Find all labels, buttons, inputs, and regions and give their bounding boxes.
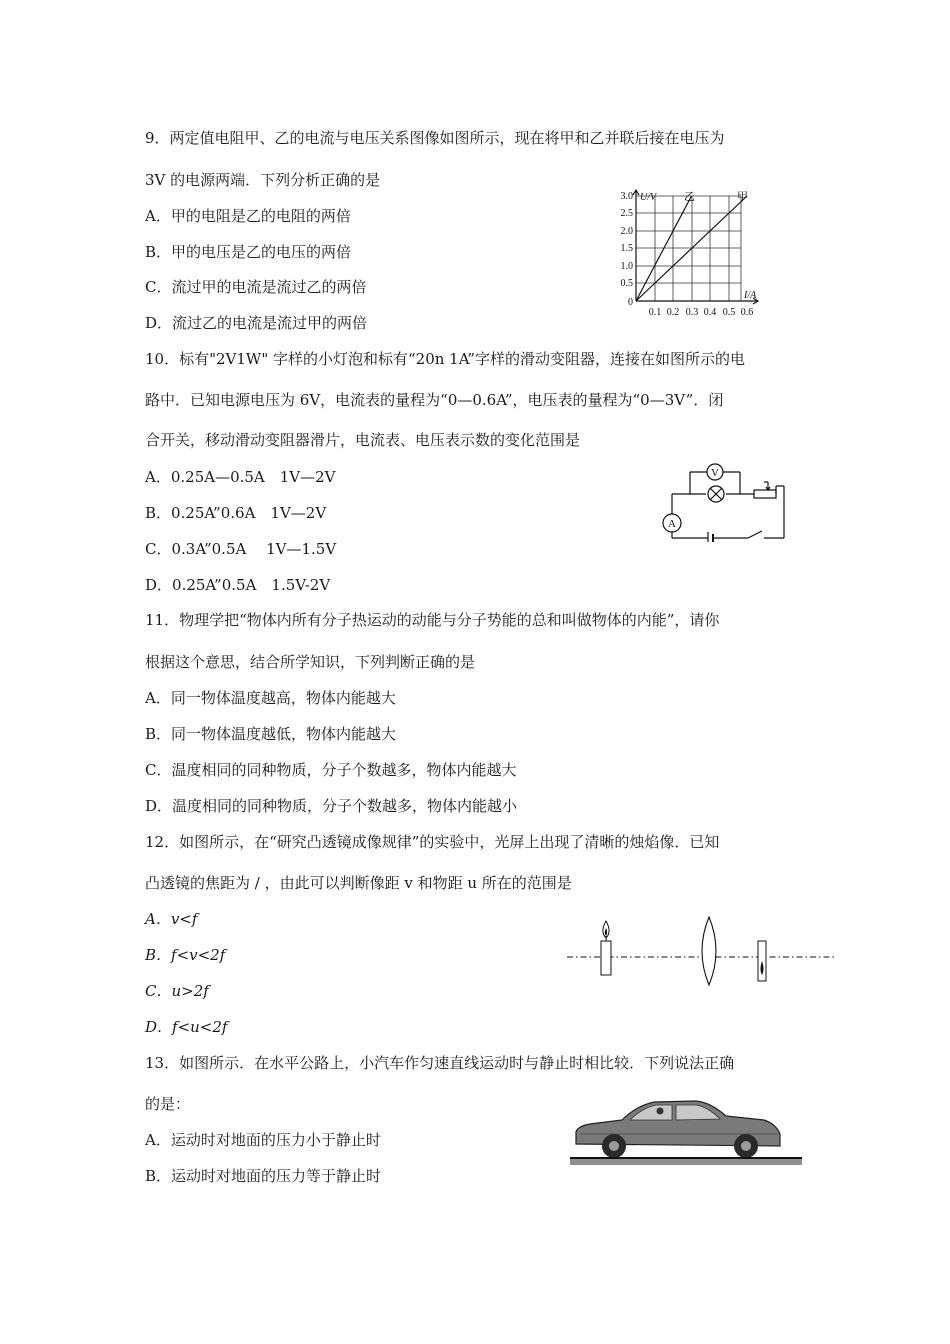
y-tick: 1.0 xyxy=(620,261,633,272)
y-tick: 3.0 xyxy=(620,191,633,202)
q11-option-a: A．同一物体温度越高，物体内能越大 xyxy=(145,689,396,707)
q12-stem-line1: 12．如图所示，在“研究凸透镜成像规律”的实验中，光屏上出现了清晰的烛焰像．已知 xyxy=(145,833,720,851)
ui-graph xyxy=(612,188,772,322)
ammeter-icon xyxy=(663,514,681,532)
q13-option-a: A．运动时对地面的压力小于静止时 xyxy=(145,1131,381,1149)
voltmeter-icon xyxy=(707,464,723,480)
x-axis-label: I/A xyxy=(744,290,757,301)
q11-option-d: D．温度相同的同种物质，分子个数越多，物体内能越小 xyxy=(145,797,518,815)
candle-icon xyxy=(601,921,611,975)
y-tick: 2.0 xyxy=(620,226,633,237)
x-tick: 0.4 xyxy=(703,307,717,318)
q12-option-c: C．u>2f xyxy=(145,982,209,1000)
car-on-road-picture xyxy=(568,1098,808,1168)
x-tick: 0.5 xyxy=(722,307,736,318)
q11-option-b: B．同一物体温度越低，物体内能越大 xyxy=(145,725,397,743)
origin-label: 0 xyxy=(628,297,633,308)
q9-option-a: A．甲的电阻是乙的电阻的两倍 xyxy=(145,207,351,225)
ammeter-label: A xyxy=(668,518,676,530)
q12-stem-line2: 凸透镜的焦距为 / ，由此可以判断像距 v 和物距 u 所在的范围是 xyxy=(145,874,572,892)
legend-label-jia: 甲 xyxy=(737,191,748,203)
circuit-diagram xyxy=(660,462,790,542)
q10-option-b: B．0.25A”0.6A 1V—2V xyxy=(145,504,327,522)
q11-stem-line1: 11．物理学把“物体内所有分子热运动的动能与分子势能的总和叫做物体的内能”，请你 xyxy=(145,611,720,629)
y-tick: 1.5 xyxy=(620,243,633,254)
y-tick: 2.5 xyxy=(620,208,633,219)
q10-stem-line2: 路中．已知电源电压为 6V，电流表的量程为“0—0.6A”，电压表的量程为“0—3V”．闭 xyxy=(145,391,724,409)
q12-option-a: A．v<f xyxy=(145,910,198,928)
series-line-yi xyxy=(636,196,692,301)
y-axis-label: U/V xyxy=(640,192,657,203)
lens-experiment-diagram xyxy=(565,915,837,987)
q9-option-d: D．流过乙的电流是流过甲的两倍 xyxy=(145,314,368,332)
q12-option-d: D．f<u<2f xyxy=(145,1018,228,1036)
q10-stem-line1: 10．标有"2V1W" 字样的小灯泡和标有“20n 1A”字样的滑动变阻器，连接在如图所示的电 xyxy=(145,350,746,368)
q13-stem-line2: 的是： xyxy=(145,1095,191,1113)
q9-stem-line1: 9．两定值电阻甲、乙的电流与电压关系图像如图所示，现在将甲和乙并联后接在电压为 xyxy=(145,129,725,147)
y-tick: 0.5 xyxy=(620,278,633,289)
q11-option-c: C．温度相同的同种物质，分子个数越多，物体内能越大 xyxy=(145,761,517,779)
lamp-icon xyxy=(708,486,724,502)
legend-label-yi: 乙 xyxy=(684,191,695,203)
series-line-jia xyxy=(636,196,747,301)
q10-option-a: A．0.25A—0.5A 1V—2V xyxy=(145,468,336,486)
x-tick: 0.2 xyxy=(666,307,680,318)
q9-stem-line2: 3V 的电源两端．下列分析正确的是 xyxy=(145,171,381,189)
q13-option-b: B．运动时对地面的压力等于静止时 xyxy=(145,1167,382,1185)
voltmeter-label: V xyxy=(711,467,719,479)
q10-option-c: C．0.3A”0.5A 1V—1.5V xyxy=(145,540,337,558)
q10-option-d: D．0.25A”0.5A 1.5V-2V xyxy=(145,576,331,594)
q13-stem-line1: 13．如图所示．在水平公路上，小汽车作匀速直线运动时与静止时相比较．下列说法正确 xyxy=(145,1054,735,1072)
q10-stem-line3: 合开关，移动滑动变阻器滑片，电流表、电压表示数的变化范围是 xyxy=(145,431,581,449)
x-tick: 0.6 xyxy=(740,307,754,318)
q9-option-c: C．流过甲的电流是流过乙的两倍 xyxy=(145,278,367,296)
screen-icon xyxy=(758,941,766,981)
series-lines xyxy=(636,196,747,301)
q12-option-b: B．f<v<2f xyxy=(145,946,226,964)
x-tick: 0.1 xyxy=(648,307,662,318)
q11-stem-line2: 根据这个意思，结合所学知识，下列判断正确的是 xyxy=(145,653,476,671)
x-tick: 0.3 xyxy=(685,307,699,318)
car-icon xyxy=(576,1101,780,1158)
convex-lens-icon xyxy=(702,917,716,985)
q9-option-b: B．甲的电压是乙的电压的两倍 xyxy=(145,243,352,261)
road-ground xyxy=(570,1158,802,1165)
